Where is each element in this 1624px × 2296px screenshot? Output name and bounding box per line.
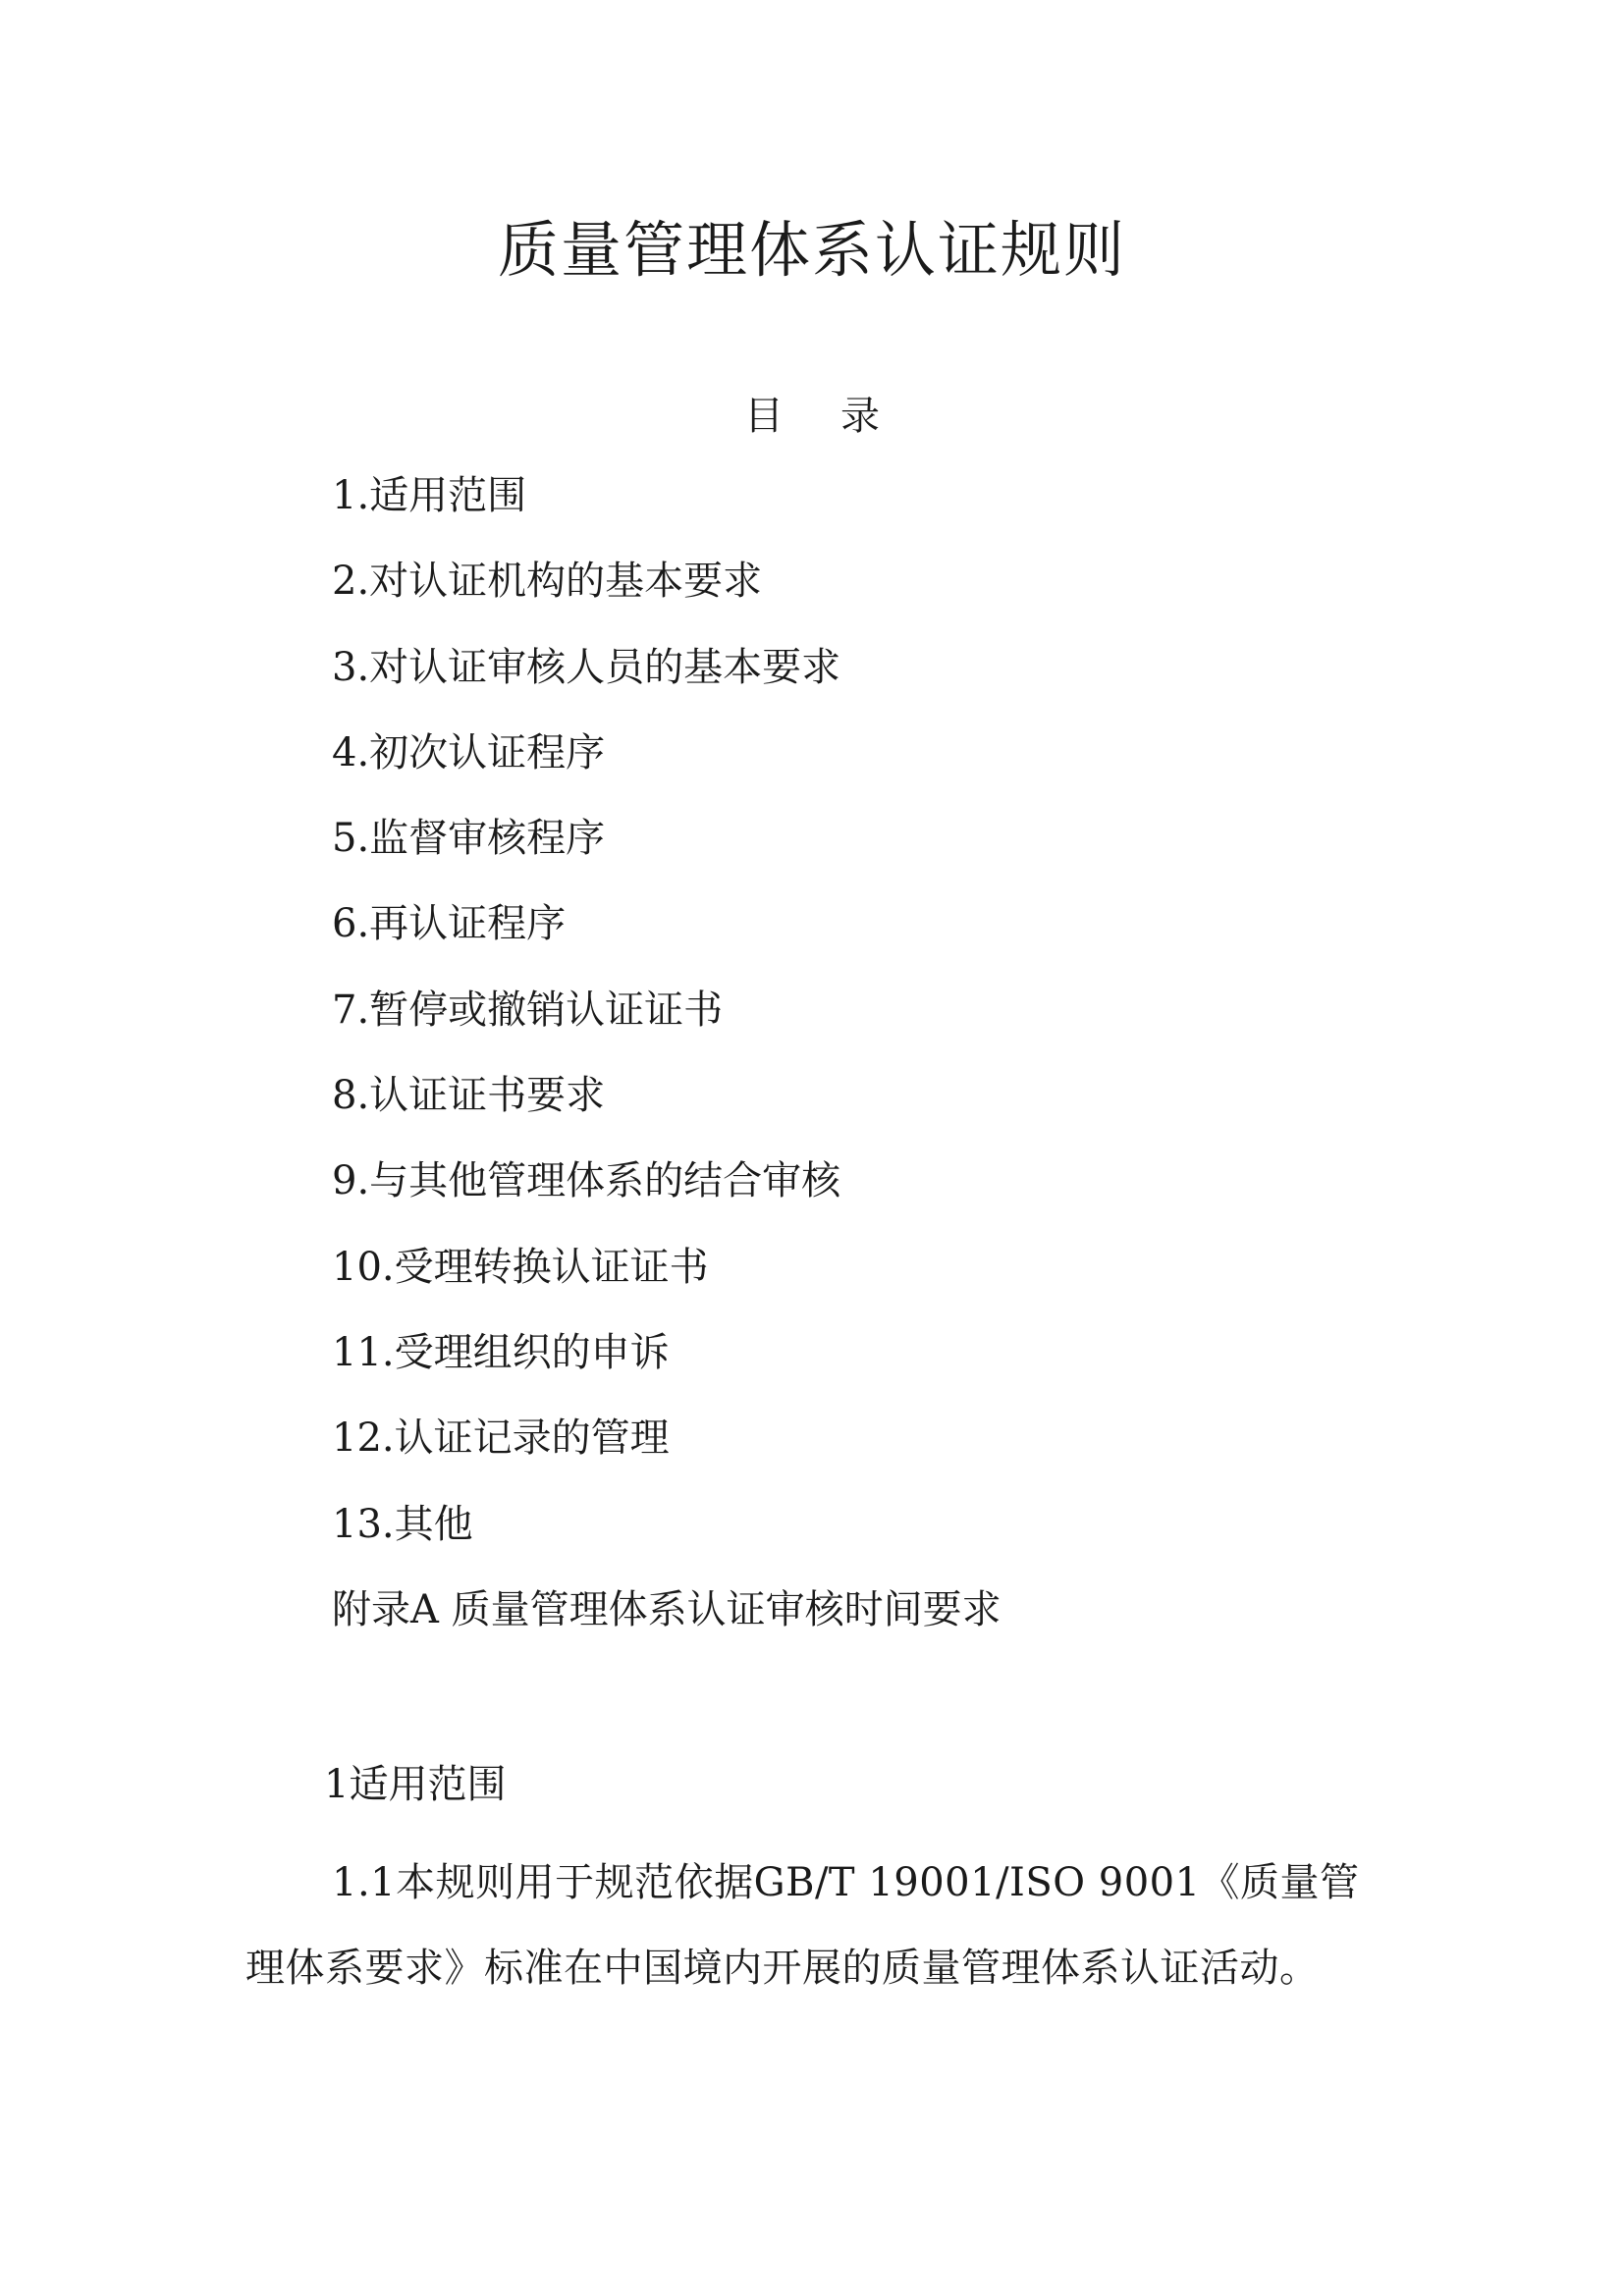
section-heading: 1适用范围 bbox=[324, 1762, 507, 1807]
toc-heading-char-2: 录 bbox=[840, 394, 880, 439]
toc-item: 9.与其他管理体系的结合审核 bbox=[332, 1158, 841, 1204]
document-title: 质量管理体系认证规则 bbox=[497, 214, 1126, 286]
toc-item: 3.对认证审核人员的基本要求 bbox=[332, 644, 841, 690]
toc-item: 1.适用范围 bbox=[332, 473, 527, 518]
toc-heading-char-1: 目 bbox=[744, 394, 784, 439]
toc-item: 8.认证证书要求 bbox=[332, 1073, 606, 1119]
toc-item: 12.认证记录的管理 bbox=[332, 1415, 670, 1462]
toc-item: 5.监督审核程序 bbox=[332, 816, 606, 862]
toc-item: 10.受理转换认证证书 bbox=[332, 1244, 709, 1290]
toc-list bbox=[332, 466, 1412, 1666]
toc-item: 7.暂停或撤销认证证书 bbox=[332, 987, 724, 1033]
toc-item: 4.初次认证程序 bbox=[332, 729, 606, 775]
section-paragraph: 1.1本规则用于规范依据GB/T 19001/ISO 9001《质量管理体系要求》标准在中国境内开展的质量管理体系认证活动。 bbox=[245, 1860, 1360, 1991]
toc-item: 2.对认证机构的基本要求 bbox=[332, 559, 763, 605]
toc-item: 11.受理组织的申诉 bbox=[332, 1329, 670, 1375]
toc-item-appendix: 附录A 质量管理体系认证审核时间要求 bbox=[332, 1586, 1001, 1632]
toc-item: 6.再认证程序 bbox=[332, 901, 567, 947]
toc-heading bbox=[0, 385, 1624, 441]
toc-item: 13.其他 bbox=[332, 1501, 473, 1547]
